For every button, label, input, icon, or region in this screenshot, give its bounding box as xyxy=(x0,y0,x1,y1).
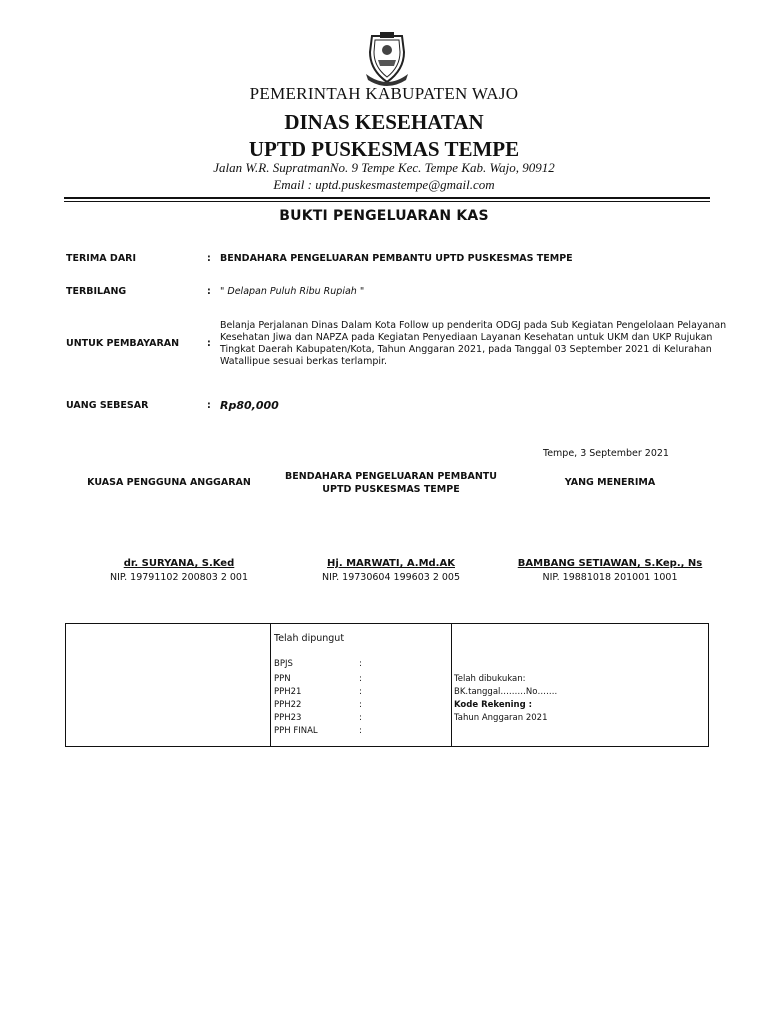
tax-label-pph21: PPH21 xyxy=(274,687,302,697)
received-from-label: TERIMA DARI xyxy=(66,253,137,264)
tax-label-pph-final: PPH FINAL xyxy=(274,726,318,736)
payment-for-value: Belanja Perjalanan Dinas Dalam Kota Follow up penderita ODGJ pada Sub Kegiatan Pengelolaan Pelayanan Kesehatan Jiwa dan NAPZA pada Kegiatan Penyediaan Layanan Kesehatan untuk UKM dan UKP Rujukan Tingkat Daerah Kabupaten/Kota, Tahun Anggaran 2021, pada Tanggal 03 September 2021 di Kelurahan Watallipue sesuai berkas terlampir. xyxy=(220,320,727,367)
received-from-colon: : xyxy=(207,253,211,264)
tax-label-bpjs: BPJS xyxy=(274,659,293,669)
tax-colon-pph-final: : xyxy=(359,726,362,736)
header-divider xyxy=(64,197,710,199)
treasurer-role-line1: BENDAHARA PENGELUARAN PEMBANTU xyxy=(285,471,497,482)
budget-authority-name: dr. SURYANA, S.Ked xyxy=(123,558,235,569)
collected-title: Telah dipungut xyxy=(274,633,345,644)
email: Email : uptd.puskesmastempe@gmail.com xyxy=(273,177,495,192)
header-divider-thin xyxy=(64,201,710,202)
tax-label-pph23: PPH23 xyxy=(274,713,302,723)
address: Jalan W.R. SupratmanNo. 9 Tempe Kec. Tempe Kab. Wajo, 90912 xyxy=(213,160,555,175)
unit-name: UPTD PUSKESMAS TEMPE xyxy=(248,137,520,161)
tax-colon-pph23: : xyxy=(359,713,362,723)
tax-colon-bpjs: : xyxy=(359,659,362,669)
tax-label-pph22: PPH22 xyxy=(274,700,302,710)
payment-for-colon: : xyxy=(207,338,211,349)
tax-colon-pph22: : xyxy=(359,700,362,710)
recipient-name: BAMBANG SETIAWAN, S.Kep., Ns xyxy=(517,558,703,569)
treasurer-name: Hj. MARWATI, A.Md.AK xyxy=(327,558,455,569)
regency-coat-of-arms-icon xyxy=(364,30,410,86)
place-date: Tempe, 3 September 2021 xyxy=(543,448,669,459)
booked-fiscal-year: Tahun Anggaran 2021 xyxy=(454,713,548,723)
booked-title: Telah dibukukan: xyxy=(454,674,526,684)
amount-value: Rp80,000 xyxy=(220,399,279,412)
booked-account-code: Kode Rekening : xyxy=(454,700,533,710)
treasurer-role-line2: UPTD PUSKESMAS TEMPE xyxy=(322,484,460,495)
document-title: BUKTI PENGELUARAN KAS xyxy=(279,208,489,224)
budget-authority-nip: NIP. 19791102 200803 2 001 xyxy=(109,572,249,583)
booked-bk: BK.tanggal………No……. xyxy=(454,687,558,697)
tax-label-ppn: PPN xyxy=(274,674,291,684)
amount-label: UANG SEBESAR xyxy=(66,400,149,411)
amount-words-value: " Delapan Puluh Ribu Rupiah " xyxy=(220,286,365,297)
recipient-nip: NIP. 19881018 201001 1001 xyxy=(542,572,678,583)
tax-box xyxy=(65,623,709,747)
amount-words-colon: : xyxy=(207,286,211,297)
tax-colon-ppn: : xyxy=(359,674,362,684)
department-name: DINAS KESEHATAN xyxy=(284,110,484,134)
government-name: PEMERINTAH KABUPATEN WAJO xyxy=(249,84,519,103)
treasurer-nip: NIP. 19730604 199603 2 005 xyxy=(321,572,461,583)
tax-colon-pph21: : xyxy=(359,687,362,697)
tax-box-divider-left xyxy=(270,623,271,747)
budget-authority-role: KUASA PENGGUNA ANGGARAN xyxy=(87,477,251,488)
recipient-role: YANG MENERIMA xyxy=(564,477,656,488)
amount-words-label: TERBILANG xyxy=(66,286,127,297)
tax-box-divider-right xyxy=(451,623,452,747)
payment-for-label: UNTUK PEMBAYARAN xyxy=(66,338,180,349)
received-from-value: BENDAHARA PENGELUARAN PEMBANTU UPTD PUSKESMAS TEMPE xyxy=(220,253,573,264)
amount-colon: : xyxy=(207,400,211,411)
